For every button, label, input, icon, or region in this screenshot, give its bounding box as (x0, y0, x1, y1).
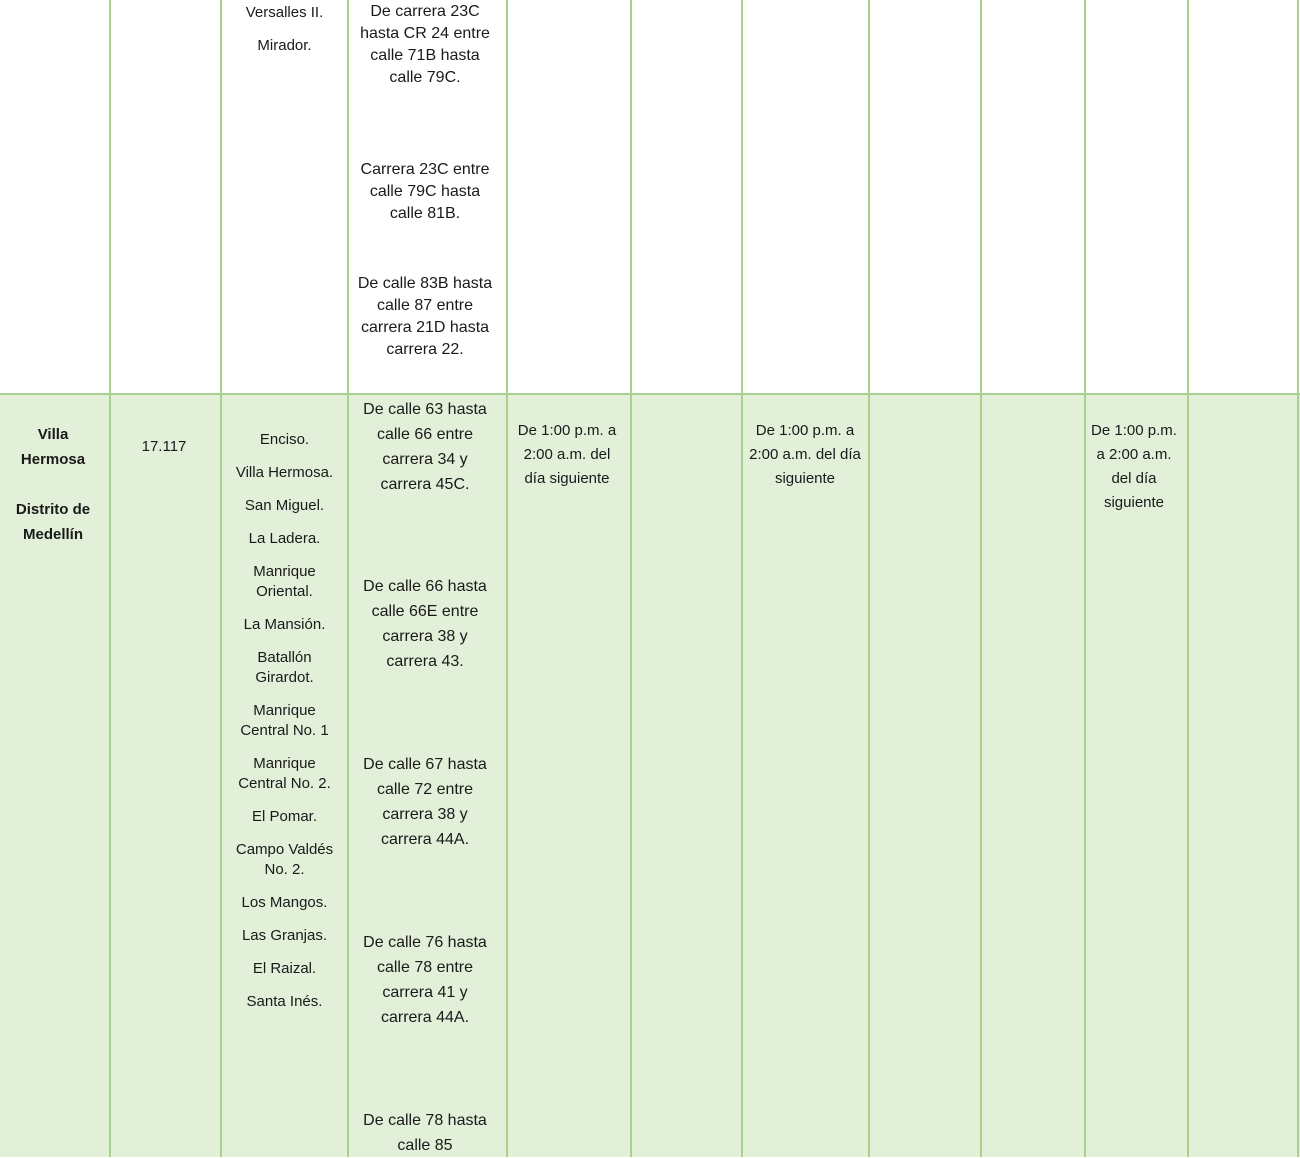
list-item: Villa Hermosa. (235, 464, 334, 481)
row2-street-3: De calle 67 hasta calle 72 entre carrera 38 y carrera 44A. (363, 756, 487, 848)
list-item: Batallón Girardot. (255, 649, 314, 686)
list-item: Santa Inés. (246, 993, 323, 1010)
list-item: Enciso. (259, 431, 310, 448)
list-item: Manrique Central No. 1 (240, 702, 329, 739)
list-item: San Miguel. (244, 497, 325, 514)
row1-street-2: Carrera 23C entre calle 79C hasta calle 81B. (360, 161, 490, 222)
schedule-cell-3: De 1:00 p.m. a 2:00 a.m. del día siguiente (1091, 422, 1177, 511)
list-item: Versalles II. (245, 4, 324, 21)
list-item: El Pomar. (251, 808, 318, 825)
row1-street-3: De calle 83B hasta calle 87 entre carrera 21D hasta carrera 22. (357, 275, 493, 358)
column-divider (980, 0, 982, 1157)
row-divider (0, 393, 1300, 395)
column-divider (1187, 0, 1189, 1157)
row2-street-4: De calle 76 hasta calle 78 entre carrera 41 y carrera 44A. (363, 934, 487, 1026)
list-item: Los Mangos. (241, 894, 328, 911)
row1-neighborhood-list (222, 3, 347, 69)
column-divider (868, 0, 870, 1157)
schedule-cell-2: De 1:00 p.m. a 2:00 a.m. del día siguiente (749, 422, 861, 487)
list-item: Manrique Oriental. (253, 563, 316, 600)
column-divider (109, 0, 111, 1157)
list-item: El Raizal. (252, 960, 317, 977)
district-name: Distrito de Medellín (15, 501, 91, 543)
column-divider (1297, 0, 1299, 1157)
list-item: Campo Valdés No. 2. (235, 841, 334, 878)
row2-street-1: De calle 63 hasta calle 66 entre carrera 34 y carrera 45C. (363, 401, 487, 493)
column-divider (506, 0, 508, 1157)
schedule-cell-1: De 1:00 p.m. a 2:00 a.m. del día siguiente (517, 422, 617, 487)
row2-street-2: De calle 66 hasta calle 66E entre carrera 38 y carrera 43. (363, 578, 487, 670)
row2-neighborhood-list (228, 430, 341, 1025)
list-item: Mirador. (257, 37, 312, 54)
row1-street-1: De carrera 23C hasta CR 24 entre calle 71B hasta calle 79C. (360, 3, 490, 86)
row2-street-5: De calle 78 hasta calle 85 (363, 1112, 487, 1154)
column-divider (630, 0, 632, 1157)
list-item: La Ladera. (248, 530, 321, 547)
column-divider (347, 0, 349, 1157)
column-divider (1084, 0, 1086, 1157)
list-item: La Mansión. (243, 616, 326, 633)
list-item: Las Granjas. (241, 927, 328, 944)
comuna-name: Villa Hermosa (20, 426, 86, 468)
population-value: 17.117 (141, 438, 187, 455)
list-item: Manrique Central No. 2. (238, 755, 331, 792)
column-divider (741, 0, 743, 1157)
column-divider (220, 0, 222, 1157)
